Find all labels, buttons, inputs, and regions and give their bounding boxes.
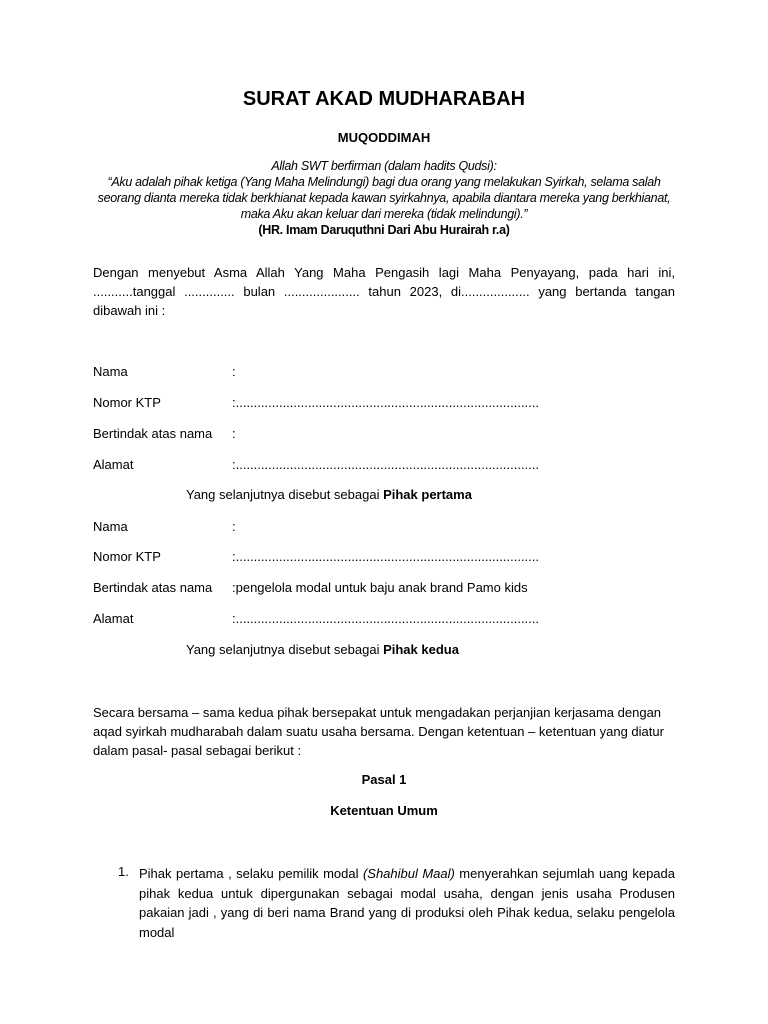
- clause-text-before: Pihak pertama , selaku pemilik modal: [139, 866, 363, 881]
- clause-text-after: menyerahkan sejumlah uang kepada pihak kedua untuk dipergunakan sebagai modal usaha, dengan jenis usaha Produsen pakaian jadi , yang di beri nama Brand yang di produksi oleh Pihak kedua, selaku pengelola modal: [139, 866, 676, 940]
- agreement-paragraph: [93, 703, 675, 760]
- quote-line-2: seorang dianta mereka tidak berkhianat kepada kawan syirkahnya, apabila diantara mereka yang berkhianat,: [97, 191, 671, 205]
- ktp-value: :....................................................................................: [232, 549, 540, 564]
- agreement-line-2: aqad syirkah mudharabah dalam suatu usaha bersama. Dengan ketentuan – ketentuan yang diatur: [93, 724, 664, 739]
- alamat-label: Alamat: [93, 457, 134, 472]
- clause-text: [139, 864, 675, 942]
- hadith-quote: [90, 158, 678, 238]
- quote-line-3: maka Aku akan keluar dari mereka (tidak melindungi).”: [240, 207, 528, 221]
- section-heading: MUQODDIMAH: [337, 130, 431, 145]
- agreement-line-1: Secara bersama – sama kedua pihak bersepakat untuk mengadakan perjanjian kerjasama dengan: [93, 705, 662, 720]
- summary-prefix: Yang selanjutnya disebut sebagai: [186, 642, 384, 657]
- document-title: SURAT AKAD MUDHARABAH: [242, 88, 526, 110]
- quote-source: (HR. Imam Daruquthni Dari Abu Hurairah r.a): [258, 223, 510, 237]
- alamat-label: Alamat: [93, 611, 134, 626]
- pasal-heading: Pasal 1: [361, 772, 407, 787]
- ktp-label: Nomor KTP: [93, 549, 161, 564]
- pasal-subheading: Ketentuan Umum: [330, 803, 438, 818]
- ktp-value: :....................................................................................: [232, 395, 540, 410]
- nama-value: :: [232, 519, 236, 534]
- quote-intro: Allah SWT berfirman (dalam hadits Qudsi):: [271, 159, 497, 173]
- summary-party: Pihak kedua: [383, 642, 459, 657]
- bertindak-value: :pengelola modal untuk baju anak brand Pamo kids: [232, 580, 528, 595]
- nama-label: Nama: [93, 364, 128, 379]
- bertindak-label: Bertindak atas nama: [93, 426, 213, 441]
- summary-prefix: Yang selanjutnya disebut sebagai: [186, 487, 384, 502]
- pihak-pertama-summary: [186, 487, 472, 502]
- alamat-value: :....................................................................................: [232, 611, 540, 626]
- clause-text-italic: (Shahibul Maal): [362, 866, 455, 881]
- bertindak-value: :: [232, 426, 236, 441]
- intro-paragraph: Dengan menyebut Asma Allah Yang Maha Pengasih lagi Maha Penyayang, pada hari ini, ...........tanggal .............. bulan ..................... tahun 2023, di................... yang bertanda tangan dibawah ini :: [93, 265, 675, 318]
- pihak-kedua-summary: [186, 642, 459, 657]
- clause-number: 1.: [118, 864, 129, 879]
- alamat-value: :....................................................................................: [232, 457, 540, 472]
- quote-line-1: “Aku adalah pihak ketiga (Yang Maha Melindungi) bagi dua orang yang melakukan Syirkah, selama salah: [107, 175, 661, 189]
- nama-label: Nama: [93, 519, 128, 534]
- agreement-line-3: dalam pasal- pasal sebagai berikut :: [93, 743, 302, 758]
- ktp-label: Nomor KTP: [93, 395, 161, 410]
- bertindak-label: Bertindak atas nama: [93, 580, 213, 595]
- nama-value: :: [232, 364, 236, 379]
- summary-party: Pihak pertama: [383, 487, 472, 502]
